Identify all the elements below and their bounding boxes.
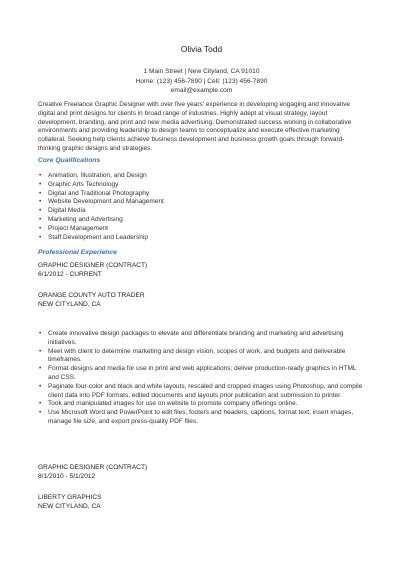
job2-title: GRAPHIC DESIGNER (CONTRACT) — [38, 464, 148, 471]
professional-summary: Creative Freelance Graphic Designer with over five years' experience in developing engaging and innovative digital and print designs for clients in broad range of industries. Highly adept at visual strategy, layout development, branding, and print and new media advertising. Demonstrated success working in collaborative environments and providing leadership to design teams to conceptualize and execute effective marketing collateral. Seeking help clients achieve business development and business growth goals through forward-thinking graphic designs and strategies. — [38, 101, 352, 152]
list-item: • Use Microsoft Word and PowerPoint to edit files, footers and headers, captions, format text, insert images, manage file size, and export press-quality PDF files. — [39, 409, 354, 425]
list-item: • Format designs and media for use in print and web applications; deliver production-ready graphics in HTML and CSS. — [39, 365, 357, 381]
list-item: • Digital Media — [39, 207, 86, 215]
list-item: • Took and manipulated images for use on website to promote company offerings online. — [39, 400, 298, 408]
bullet-icon: • — [39, 233, 42, 241]
candidate-name: Olivia Todd — [180, 44, 223, 54]
list-item: • Marketing and Advertising — [39, 215, 123, 223]
job2-company: LIBERTY GRAPHICS — [38, 494, 102, 501]
bullet-icon: • — [39, 198, 42, 206]
bullet-icon: • — [39, 382, 42, 390]
list-item: • Animation, Illustration, and Design — [39, 172, 147, 179]
job2-dates: 8/1/2010 - 5/1/2012 — [38, 473, 96, 480]
job1-company: ORANGE COUNTY AUTO TRADER — [38, 292, 145, 299]
list-item: • Graphic Arts Technology — [39, 180, 119, 188]
address-line: 1 Main Street | New Cityland, CA 91010 — [143, 68, 260, 75]
job2-location: NEW CITYLAND, CA — [38, 503, 101, 510]
bullet-icon: • — [39, 400, 42, 408]
list-item: • Project Management — [39, 224, 108, 232]
professional-experience-heading: Professional Experience — [38, 249, 117, 256]
phone-line: Home: (123) 456-7890 | Cell: (123) 456-7890 — [135, 77, 268, 85]
job1-title: GRAPHIC DESIGNER (CONTRACT) — [38, 262, 148, 269]
list-item: • Meet with client to determine marketing and design vision, scopes of work, and budgets and deliverable timeframes. — [39, 347, 346, 364]
bullet-icon: • — [39, 180, 42, 188]
list-item: • Staff Development and Leadership — [39, 233, 148, 241]
email-line: email@example.com — [170, 87, 233, 95]
core-qualifications-list — [38, 172, 363, 242]
bullet-icon: • — [39, 365, 42, 373]
job1-dates: 6/1/2012 - CURRENT — [38, 271, 102, 278]
bullet-icon: • — [39, 189, 42, 197]
bullet-icon: • — [39, 409, 42, 417]
list-item: • Digital and Traditional Photography — [39, 189, 150, 197]
core-qualifications-heading: Core Qualifications — [38, 157, 101, 164]
bullet-icon: • — [39, 347, 42, 355]
job1-location: NEW CITYLAND, CA — [38, 301, 101, 308]
list-item: • Website Development and Management — [39, 198, 164, 206]
bullet-icon: • — [39, 215, 42, 223]
bullet-icon: • — [39, 172, 42, 179]
contact-info — [0, 67, 403, 96]
bullet-icon: • — [39, 224, 42, 232]
bullet-icon: • — [39, 207, 42, 215]
list-item: • Paginate four-color and black and white layouts, rescaled and cropped images using Photoshop, and compile client data into PDF formats; edited documents and layouts prior publication and submission to printer. — [39, 382, 363, 399]
job1-duties-list — [38, 330, 363, 427]
bullet-icon: • — [39, 330, 42, 337]
list-item: • Create innovative design packages to elevate and differentiate branding and marketing and advertising initiatives. — [39, 330, 344, 346]
